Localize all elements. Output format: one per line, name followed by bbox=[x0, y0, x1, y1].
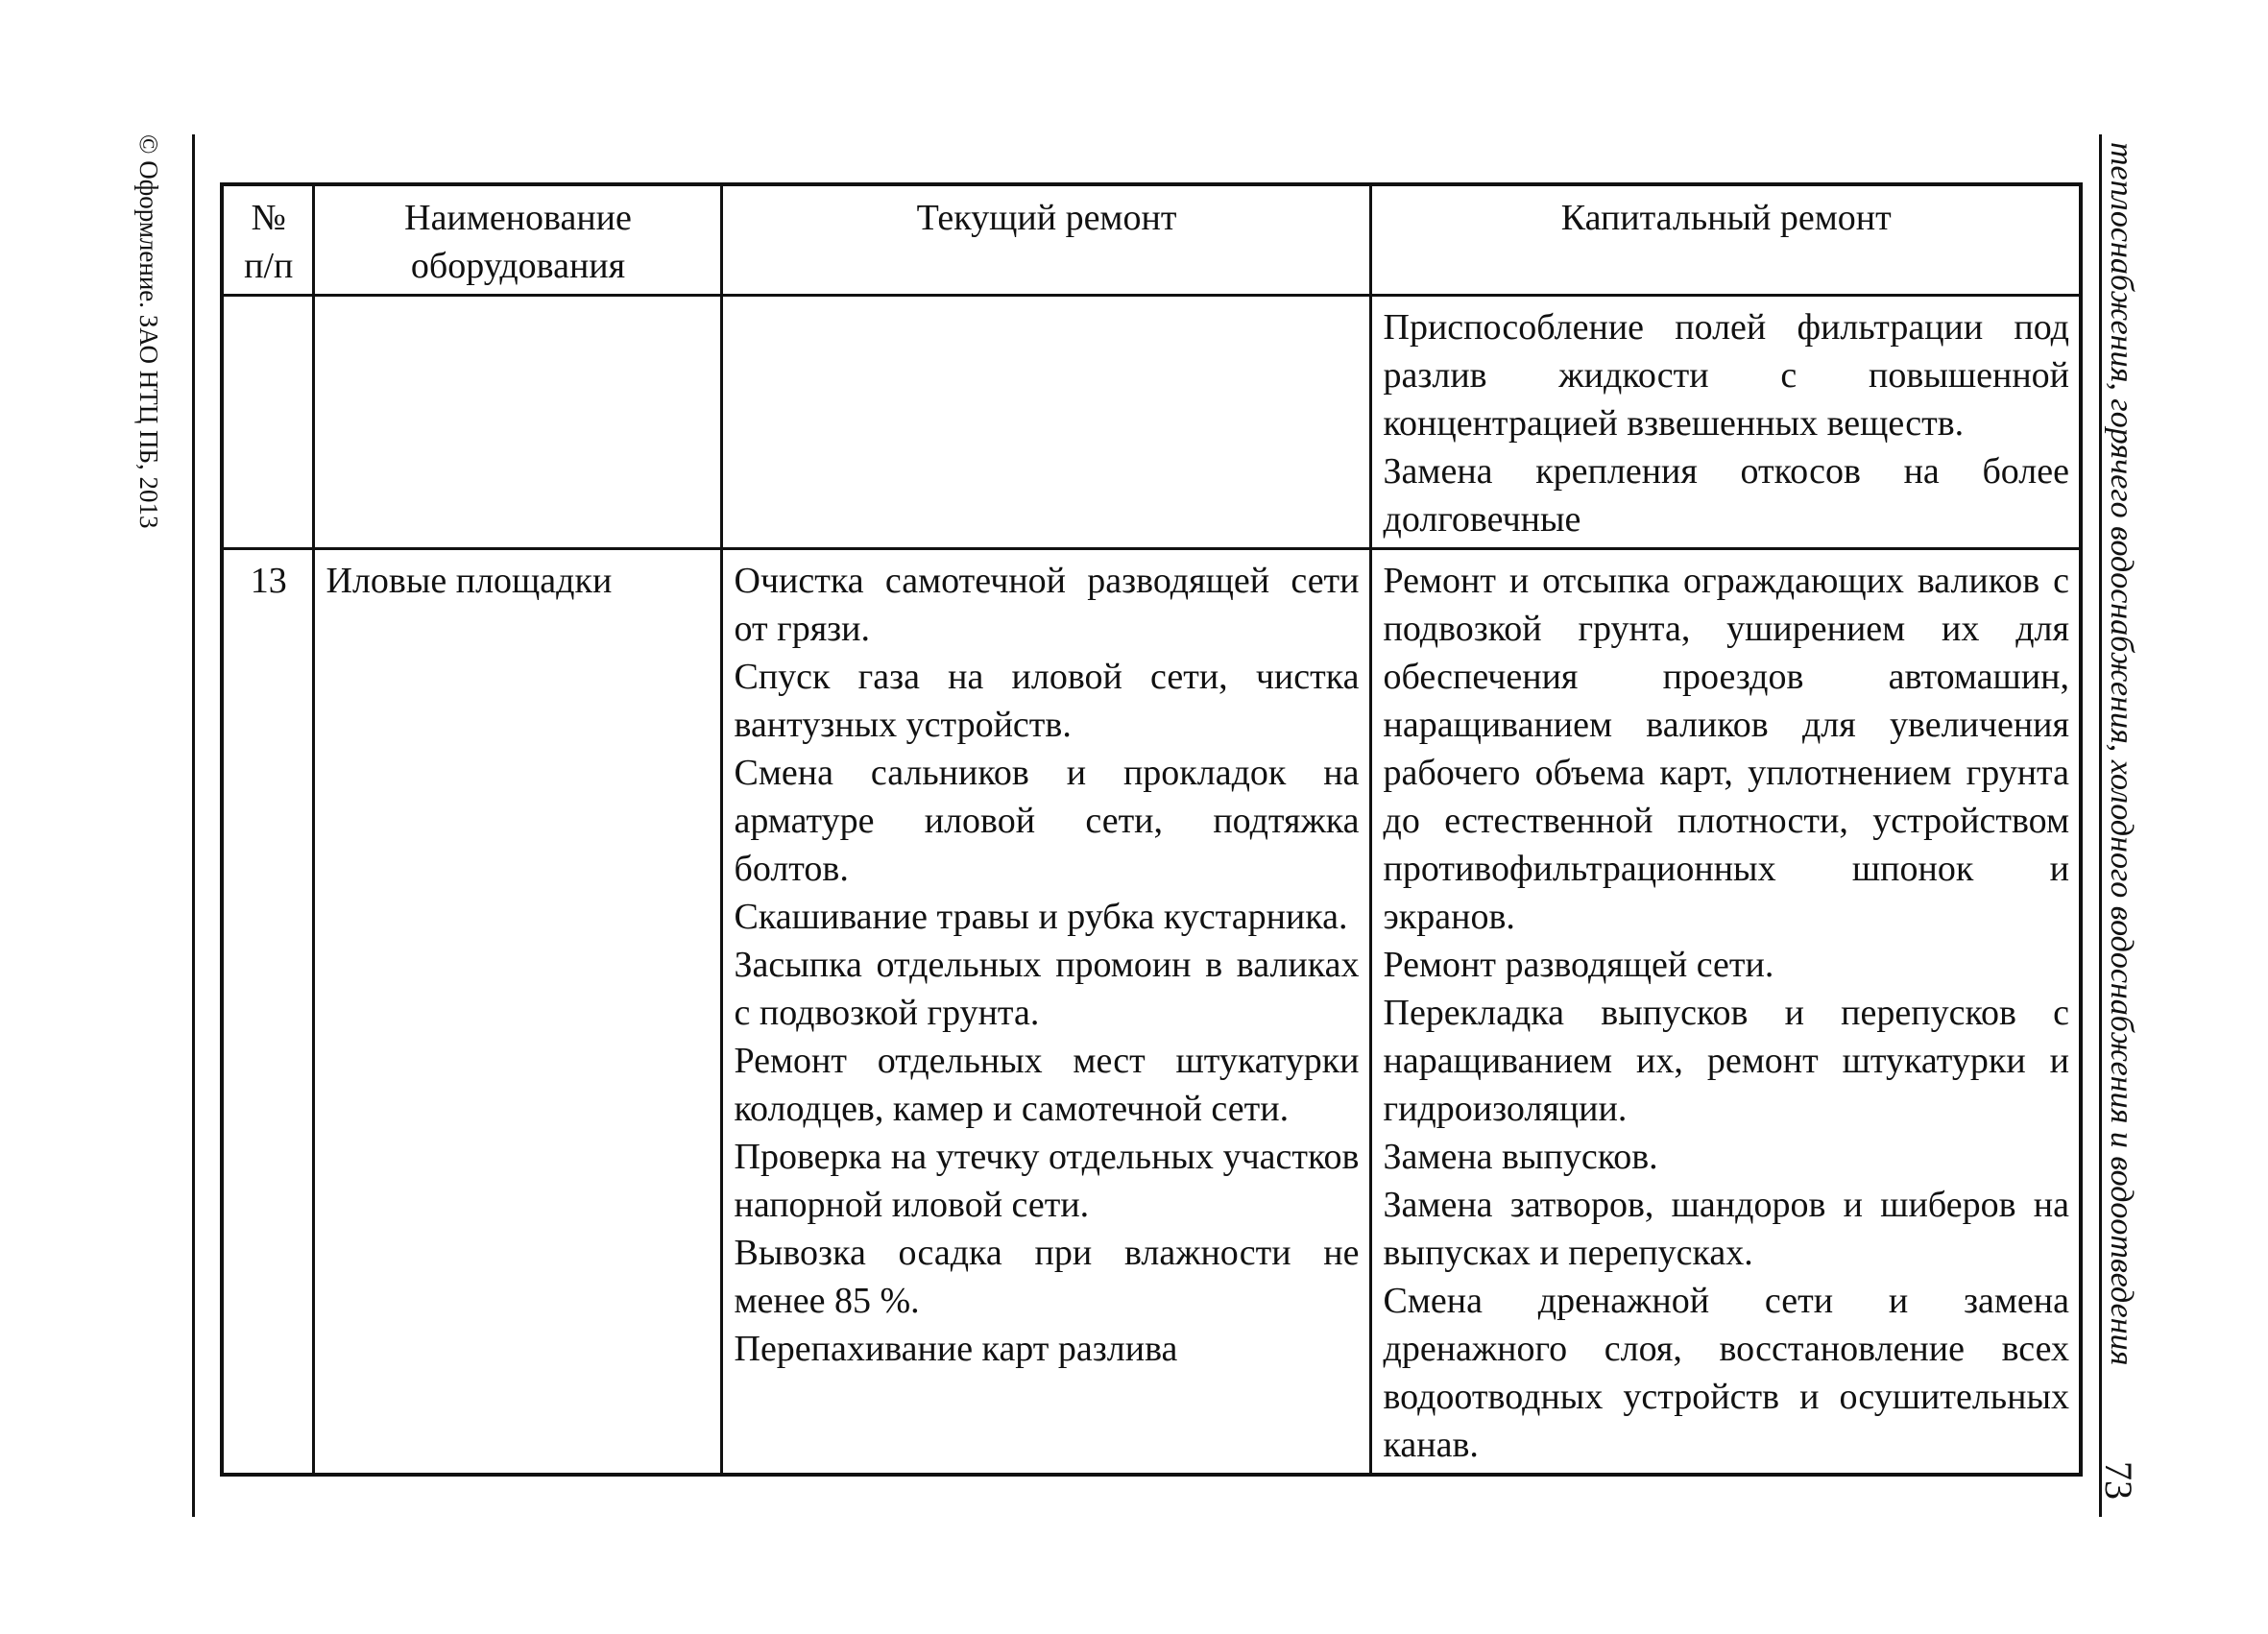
current-item: Смена сальников и прокладок на арматуре иловой сети, подтяжка болтов. bbox=[734, 753, 1360, 889]
table-row bbox=[222, 296, 2081, 549]
current-item: Засыпка отдельных промоин в валиках с подвозкой грунта. bbox=[734, 945, 1360, 1033]
capital-item: Ремонт и отсыпка ограждающих валиков с подвозкой грунта, уширением их для обеспечения проездов автомашин, наращиванием валиков для увеличения рабочего объема карт, уплотнением грунта до естественной плотности, устройством противофильтрационных шпонок и экранов. bbox=[1383, 561, 2069, 937]
right-margin-rule bbox=[2099, 134, 2102, 1517]
current-item: Ремонт отдельных мест штукатурки колодцев, камер и самотечной сети. bbox=[734, 1041, 1360, 1129]
capital-item: Приспособление полей фильтрации под разлив жидкости с повышенной концентрацией взвешенных веществ. bbox=[1383, 307, 2069, 444]
copyright-caption: © Оформление. ЗАО НТЦ ПБ, 2013 bbox=[134, 134, 163, 529]
table-row bbox=[222, 549, 2081, 1476]
row-current-cell bbox=[721, 549, 1370, 1476]
row-number-cell: 13 bbox=[222, 549, 313, 1476]
row-capital-cell bbox=[1370, 296, 2081, 549]
table-header-row bbox=[222, 184, 2081, 296]
header-equipment-name bbox=[313, 184, 721, 296]
current-item: Очистка самотечной разводящей сети от грязи. bbox=[734, 561, 1360, 649]
capital-item: Смена дренажной сети и замена дренажного слоя, восстановление всех водоотводных устройств и осушительных канав. bbox=[1383, 1281, 2069, 1465]
header-equipment-name-line2: оборудования bbox=[410, 246, 626, 286]
header-equipment-name-line1: Наименование bbox=[404, 198, 632, 238]
row-current-cell bbox=[721, 296, 1370, 549]
row-name-cell bbox=[313, 296, 721, 549]
header-number-line1: № bbox=[251, 198, 286, 238]
current-item: Скашивание травы и рубка кустарника. bbox=[734, 897, 1348, 937]
current-item: Проверка на утечку отдельных участков напорной иловой сети. bbox=[734, 1137, 1360, 1225]
row-name-cell: Иловые площадки bbox=[313, 549, 721, 1476]
capital-item: Замена крепления откосов на более долговечные bbox=[1383, 451, 2069, 540]
header-current-repair: Текущий ремонт bbox=[721, 184, 1370, 296]
header-capital-repair: Капитальный ремонт bbox=[1370, 184, 2081, 296]
capital-item: Перекладка выпусков и перепусков с наращиванием их, ремонт штукатурки и гидроизоляции. bbox=[1383, 993, 2069, 1129]
capital-item: Ремонт разводящей сети. bbox=[1383, 945, 1774, 985]
capital-item: Замена затворов, шандоров и шиберов на выпусках и перепусках. bbox=[1383, 1185, 2069, 1273]
row-number-cell bbox=[222, 296, 313, 549]
repair-table bbox=[220, 182, 2083, 1477]
page-number: 73 bbox=[2097, 1461, 2140, 1500]
current-item: Перепахивание карт разлива bbox=[734, 1329, 1178, 1369]
header-number-line2: п/п bbox=[244, 246, 294, 286]
left-margin-rule bbox=[192, 134, 195, 1517]
row-capital-cell bbox=[1370, 549, 2081, 1476]
current-item: Вывозка осадка при влажности не менее 85 %. bbox=[734, 1233, 1360, 1321]
capital-item: Замена выпусков. bbox=[1383, 1137, 1658, 1177]
running-header-caption: теплоснабжения, горячего водоснабжения, холодного водоснабжения и водоотведения bbox=[2104, 142, 2139, 1366]
current-item: Спуск газа на иловой сети, чистка вантузных устройств. bbox=[734, 657, 1360, 745]
header-number bbox=[222, 184, 313, 296]
